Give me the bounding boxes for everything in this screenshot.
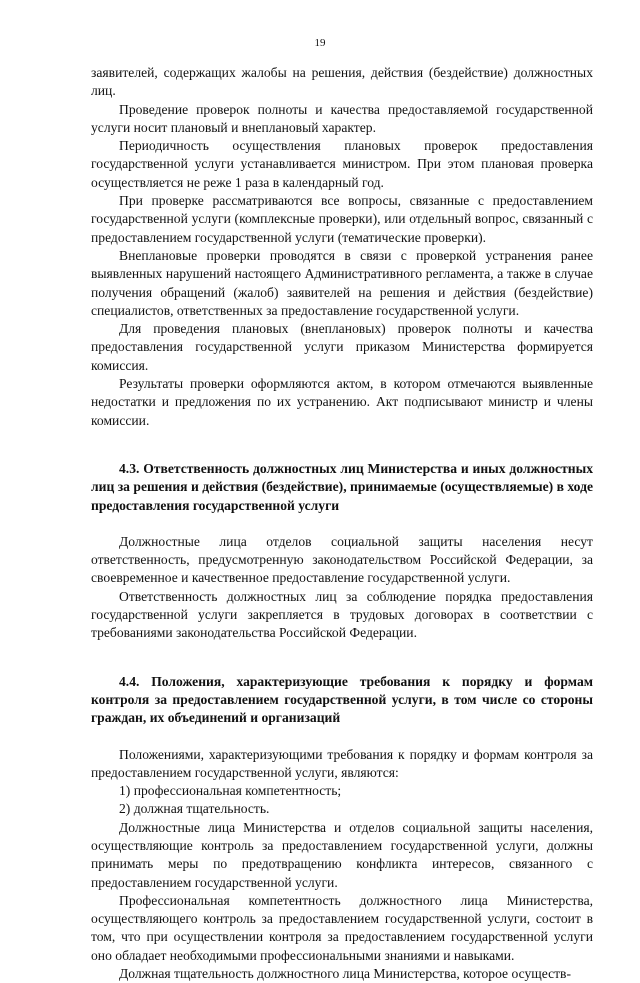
paragraph: Должная тщательность должностного лица Министерства, которое осуществ-	[119, 966, 572, 982]
paragraph: Периодичность осуществления плановых проверок предоставления государственной услуги устанавливается министром. При этом плановая проверка осуществляется не реже 1 раза в календарный год.	[91, 138, 593, 190]
spacer	[91, 515, 593, 533]
list-item: 1) профессиональная компетентность;	[119, 783, 342, 799]
section-heading-4-3: 4.3. Ответственность должностных лиц Министерства и иных должностных лиц за решения и действия (бездействие), принимаемые (осуществляемые) в ходе предоставления государственной услуги	[91, 460, 593, 513]
paragraph: Внеплановые проверки проводятся в связи с проверкой устранения ранее выявленных нарушений настоящего Административного регламента, а также в случае получения обращений (жалоб) заявителей на решения и действия (бездействие) специалистов, ответственных за предоставление государственной услуги.	[91, 247, 593, 318]
paragraph: Профессиональная компетентность должностного лица Министерства, осуществляющего контроль за предоставлением государственной услуги, состоит в том, что при осуществлении контроля за предоставлением государственной услуги оно обладает необходимыми профессиональными знаниями и навыками.	[91, 892, 593, 963]
paragraph: заявителей, содержащих жалобы на решения, действия (бездействие) должностных лиц.	[91, 65, 593, 99]
paragraph: Должностные лица отделов социальной защиты населения несут ответственность, предусмотренную законодательством Российской Федерации, за своевременное и качественное предоставление государственной услуги.	[91, 533, 593, 586]
page-number: 19	[314, 37, 326, 49]
paragraph: При проверке рассматриваются все вопросы, связанные с предоставлением государственной услуги (комплексные проверки), или отдельный вопрос, связанный с предоставлением государственной услуги (тематические проверки).	[91, 193, 593, 245]
paragraph: Проведение проверок полноты и качества предоставляемой государственной услуги носит плановый и внеплановый характер.	[91, 101, 593, 135]
section-heading-4-4: 4.4. Положения, характеризующие требования к порядку и формам контроля за предоставлением государственной услуги, в том числе со стороны граждан, их объединений и организаций	[91, 673, 593, 726]
paragraph: Результаты проверки оформляются актом, в котором отмечаются выявленные недостатки и предложения по их устранению. Акт подписывают министр и члены комиссии.	[91, 376, 593, 428]
paragraph: Должностные лица Министерства и отделов социальной защиты населения, осуществляющие контроль за предоставлением государственной услуги, должны принимать меры по предотвращению конфликта интересов, связанного с предоставлением государственной услуги.	[91, 819, 593, 890]
paragraph: Ответственность должностных лиц за соблюдение порядка предоставления государственной услуги закрепляется в трудовых договорах в соответствии с требованиями законодательства Российской Федерации.	[91, 588, 593, 641]
spacer	[91, 728, 593, 746]
list-item: 2) должная тщательность.	[119, 801, 270, 817]
paragraph: Для проведения плановых (внеплановых) проверок полноты и качества предоставления государственной услуги приказом Министерства формируется комиссия.	[91, 321, 593, 373]
spacer	[91, 643, 593, 673]
document-body	[91, 64, 593, 983]
paragraph: Положениями, характеризующими требования к порядку и формам контроля за предоставлением государственной услуги, являются:	[91, 746, 593, 780]
spacer	[91, 430, 593, 460]
